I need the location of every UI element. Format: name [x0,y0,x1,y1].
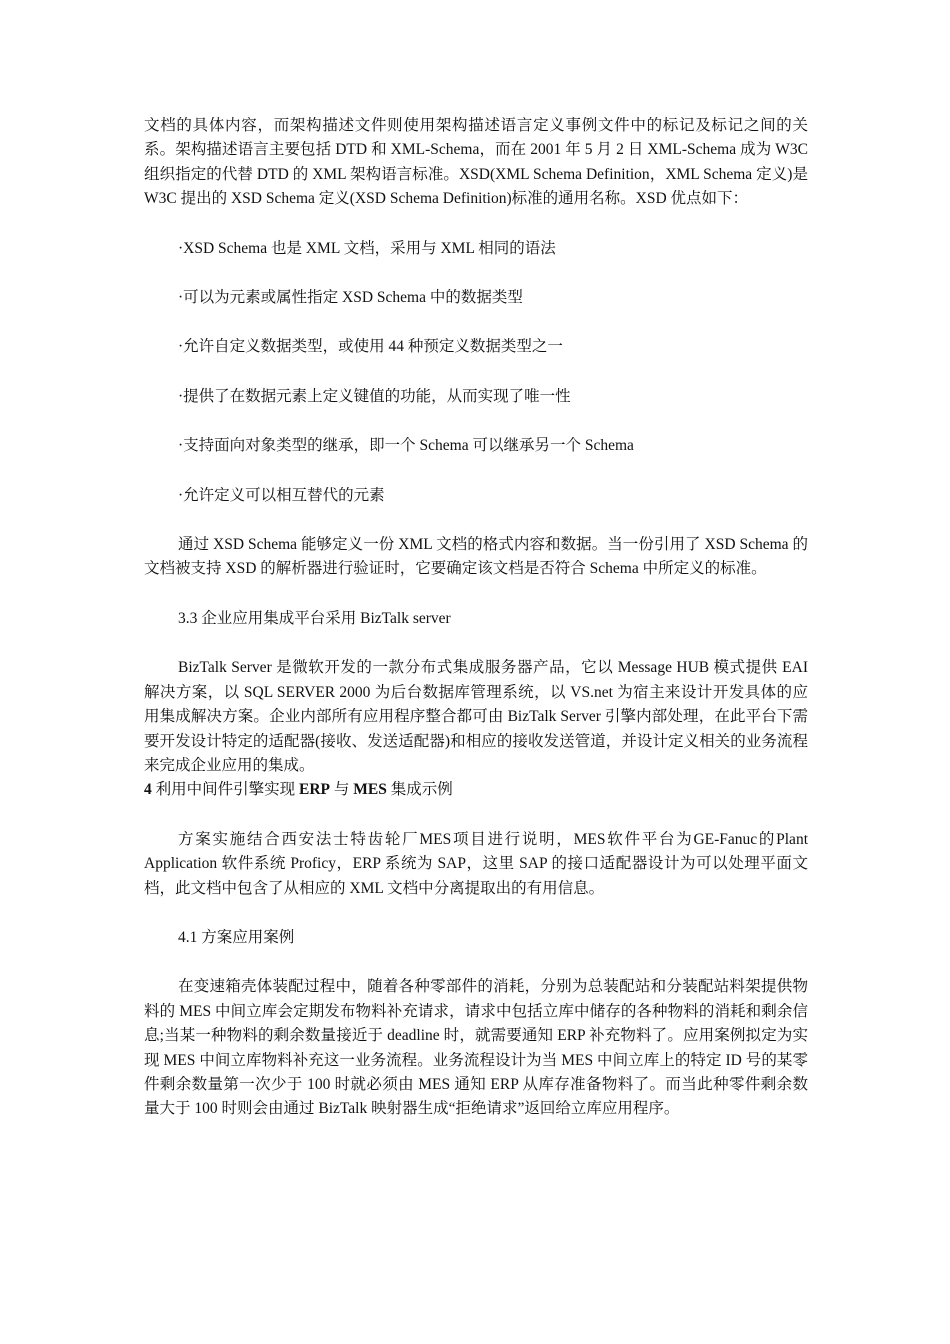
section-title-part: 利用中间件引擎实现 [151,781,300,799]
section-title-mes: MES [353,781,387,799]
paragraph-xsd-intro: 文档的具体内容，而架构描述文件则使用架构描述语言定义事例文件中的标记及标记之间的关系。架构描述语言主要包括 DTD 和 XML-Schema，而在 2001 年 5 月 2 日 XML-Schema 成为 W3C 组织指定的代替 DTD 的 XML 架构语言标准。XSD(XML Schema Definition，XML Schema 定义)是 W3C 提出的 XSD Schema 定义(XSD Schema Definition)标准的通用名称。XSD 优点如下： [144,117,808,208]
paragraph-case: 在变速箱壳体装配过程中，随着各种零部件的消耗，分别为总装配站和分装配站料架提供物料的 MES 中间立库会定期发布物料补充请求，请求中包括立库中储存的各种物料的消耗和剩余信息;当某一种物料的剩余数量接近于 deadline 时，就需要通知 ERP 补充物料了。应用案例拟定为实现 MES 中间立库物料补充这一业务流程。业务流程设计为当 MES 中间立库上的特定 ID 号的某零件剩余数量第一次少于 100 时就必须由 MES 通知 ERP 从库存准备物料了。而当此种零件剩余数量大于 100 时则会由通过 BizTalk 映射器生成“拒绝请求”返回给立库应用程序。 [144,978,808,1118]
section-heading-4 [144,778,808,802]
section-title-part: 集成示例 [386,781,453,799]
section-heading-4-1: 4.1 方案应用案例 [178,928,295,946]
section-title-erp: ERP [299,781,331,799]
bullet-item: ·XSD Schema 也是 XML 文档，采用与 XML 相同的语法 [178,239,556,257]
bullet-item: ·支持面向对象类型的继承，即一个 Schema 可以继承另一个 Schema [178,437,634,455]
section-heading-3-3: 3.3 企业应用集成平台采用 BizTalk server [178,609,451,627]
paragraph-xsd-validation: 通过 XSD Schema 能够定义一份 XML 文档的格式内容和数据。当一份引用了 XSD Schema 的文档被支持 XSD 的解析器进行验证时，它要确定该文档是否符合 Schema 中所定义的标准。 [144,536,808,578]
section-title-part: 与 [330,781,354,799]
bullet-item: ·可以为元素或属性指定 XSD Schema 中的数据类型 [178,289,523,307]
section-number: 4 [144,781,152,799]
paragraph-implementation: 方案实施结合西安法士特齿轮厂MES项目进行说明，MES软件平台为GE-Fanuc的Plant Application 软件系统 Proficy，ERP 系统为 SAP，这里 SAP 的接口适配器设计为可以处理平面文档，此文档中包含了从相应的 XML 文档中分离提取出的有用信息。 [144,830,808,897]
bullet-item: ·提供了在数据元素上定义键值的功能，从而实现了唯一性 [178,387,571,405]
document-page [144,114,808,1122]
bullet-item: ·允许定义可以相互替代的元素 [178,486,385,504]
bullet-item: ·允许自定义数据类型，或使用 44 种预定义数据类型之一 [178,338,563,356]
paragraph-biztalk: BizTalk Server 是微软开发的一款分布式集成服务器产品，它以 Message HUB 模式提供 EAI 解决方案，以 SQL SERVER 2000 为后台数据库管理系统，以 VS.net 为宿主来设计开发具体的应用集成解决方案。企业内部所有应用程序整合都可由 BizTalk Server 引擎内部处理，在此平台下需要开发设计特定的适配器(接收、发送适配器)和相应的接收发送管道，并设计定义相关的业务流程来完成企业应用的集成。 [144,659,808,774]
